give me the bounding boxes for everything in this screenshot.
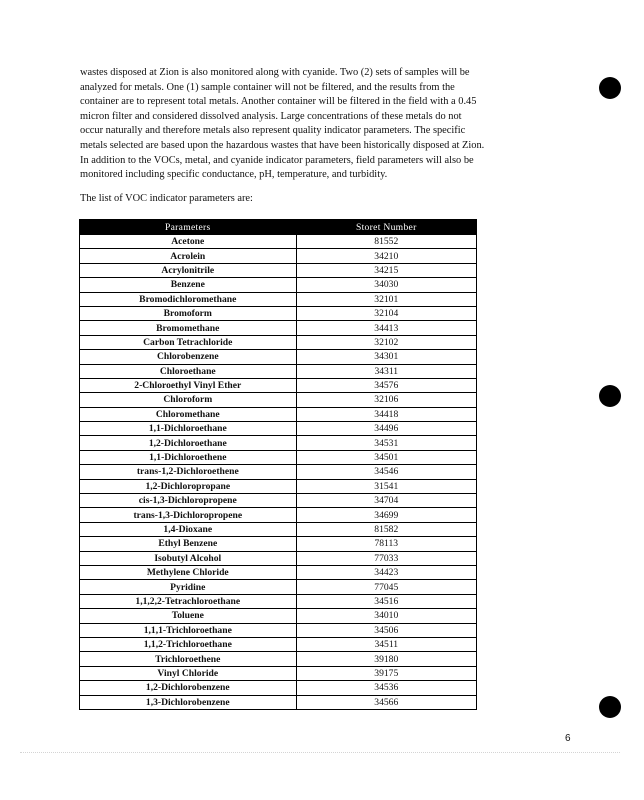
- storet-number-cell: 77045: [296, 580, 476, 594]
- storet-number-cell: 81552: [296, 235, 476, 249]
- table-row: [80, 565, 477, 579]
- parameter-cell: 1,3-Dichlorobenzene: [80, 695, 297, 709]
- binder-hole-icon: [599, 385, 621, 407]
- storet-number-cell: 34546: [296, 465, 476, 479]
- page-number: 6: [565, 733, 571, 744]
- parameter-cell: Chloroform: [80, 393, 297, 407]
- table-row: [80, 235, 477, 249]
- table-intro: The list of VOC indicator parameters are:: [80, 193, 253, 204]
- parameter-cell: trans-1,2-Dichloroethene: [80, 465, 297, 479]
- paragraph-line: In addition to the VOCs, metal, and cyanide indicator parameters, field parameters will also be: [80, 154, 474, 166]
- table-row: [80, 551, 477, 565]
- paragraph-line: analyzed for metals. One (1) sample container will not be filtered, and the results from the: [80, 81, 455, 93]
- table-row: [80, 522, 477, 536]
- storet-number-cell: 32106: [296, 393, 476, 407]
- storet-number-cell: 34215: [296, 263, 476, 277]
- table-row: [80, 479, 477, 493]
- parameter-cell: 1,1-Dichloroethene: [80, 450, 297, 464]
- storet-number-cell: 34501: [296, 450, 476, 464]
- table-row: [80, 537, 477, 551]
- table-row: [80, 450, 477, 464]
- storet-number-cell: 32102: [296, 335, 476, 349]
- paragraph-line: occur naturally and therefore metals also represent quality indicator parameters. The specific: [80, 125, 466, 137]
- table-row: [80, 695, 477, 709]
- table-row: [80, 350, 477, 364]
- scan-artifact-line: [20, 752, 620, 763]
- parameter-cell: Vinyl Chloride: [80, 666, 297, 680]
- table-header-row: [80, 220, 477, 235]
- table-row: [80, 278, 477, 292]
- storet-number-cell: 34301: [296, 350, 476, 364]
- storet-number-cell: 34311: [296, 364, 476, 378]
- parameter-cell: 1,1-Dichloroethane: [80, 422, 297, 436]
- paragraph-line: monitored including specific conductance, pH, temperature, and turbidity.: [80, 169, 388, 181]
- parameter-cell: Bromomethane: [80, 321, 297, 335]
- table-row: [80, 335, 477, 349]
- table-row: [80, 609, 477, 623]
- table-row: [80, 422, 477, 436]
- parameter-cell: 1,2-Dichlorobenzene: [80, 681, 297, 695]
- storet-number-cell: 34566: [296, 695, 476, 709]
- parameter-cell: Toluene: [80, 609, 297, 623]
- storet-number-cell: 39175: [296, 666, 476, 680]
- storet-number-cell: 81582: [296, 522, 476, 536]
- table-row: [80, 249, 477, 263]
- table-row: [80, 508, 477, 522]
- parameter-cell: 1,4-Dioxane: [80, 522, 297, 536]
- paragraph-line: micron filter and considered dissolved analysis. Large concentrations of these metals do not: [80, 110, 462, 122]
- parameter-cell: 1,1,2-Trichloroethane: [80, 637, 297, 651]
- storet-number-cell: 34413: [296, 321, 476, 335]
- storet-number-cell: 32101: [296, 292, 476, 306]
- header-parameters: Parameters: [80, 220, 297, 235]
- storet-number-cell: 34210: [296, 249, 476, 263]
- parameter-cell: Trichloroethene: [80, 652, 297, 666]
- parameter-cell: cis-1,3-Dichloropropene: [80, 494, 297, 508]
- table-row: [80, 378, 477, 392]
- parameter-cell: Isobutyl Alcohol: [80, 551, 297, 565]
- storet-number-cell: 39180: [296, 652, 476, 666]
- table-row: [80, 364, 477, 378]
- header-storet-number: Storet Number: [296, 220, 476, 235]
- storet-number-cell: 34423: [296, 565, 476, 579]
- parameter-cell: Benzene: [80, 278, 297, 292]
- parameter-cell: 1,2-Dichloropropane: [80, 479, 297, 493]
- storet-number-cell: 34704: [296, 494, 476, 508]
- storet-number-cell: 34531: [296, 436, 476, 450]
- voc-parameters-table: [79, 219, 477, 710]
- storet-number-cell: 34010: [296, 609, 476, 623]
- storet-number-cell: 32104: [296, 306, 476, 320]
- table-row: [80, 666, 477, 680]
- body-paragraph: [80, 66, 580, 183]
- storet-number-cell: 34516: [296, 594, 476, 608]
- parameter-cell: Ethyl Benzene: [80, 537, 297, 551]
- parameter-cell: Bromoform: [80, 306, 297, 320]
- table-row: [80, 681, 477, 695]
- table-row: [80, 436, 477, 450]
- binder-hole-icon: [599, 77, 621, 99]
- table-row: [80, 306, 477, 320]
- table-row: [80, 637, 477, 651]
- storet-number-cell: 34576: [296, 378, 476, 392]
- paragraph-line: container are to represent total metals. Another container will be filtered in the field with a 0.45: [80, 96, 477, 108]
- parameter-cell: Pyridine: [80, 580, 297, 594]
- table-body: [80, 235, 477, 710]
- parameter-cell: 1,1,2,2-Tetrachloroethane: [80, 594, 297, 608]
- parameter-cell: 2-Chloroethyl Vinyl Ether: [80, 378, 297, 392]
- parameter-cell: Acrylonitrile: [80, 263, 297, 277]
- parameter-cell: Carbon Tetrachloride: [80, 335, 297, 349]
- parameter-cell: Chloroethane: [80, 364, 297, 378]
- paragraph-line: metals selected are based upon the hazardous wastes that have been historically disposed at Zion.: [80, 139, 485, 151]
- storet-number-cell: 34418: [296, 407, 476, 421]
- table-row: [80, 494, 477, 508]
- table-row: [80, 407, 477, 421]
- parameter-cell: Chloromethane: [80, 407, 297, 421]
- table-row: [80, 321, 477, 335]
- parameter-cell: Chlorobenzene: [80, 350, 297, 364]
- parameter-cell: Acetone: [80, 235, 297, 249]
- table-row: [80, 580, 477, 594]
- paragraph-line: wastes disposed at Zion is also monitored along with cyanide. Two (2) sets of samples will be: [80, 67, 470, 78]
- storet-number-cell: 34511: [296, 637, 476, 651]
- table-row: [80, 594, 477, 608]
- parameter-cell: Acrolein: [80, 249, 297, 263]
- table-row: [80, 393, 477, 407]
- storet-number-cell: 34030: [296, 278, 476, 292]
- parameter-cell: trans-1,3-Dichloropropene: [80, 508, 297, 522]
- parameter-cell: Methylene Chloride: [80, 565, 297, 579]
- parameter-cell: Bromodichloromethane: [80, 292, 297, 306]
- storet-number-cell: 34496: [296, 422, 476, 436]
- binder-hole-icon: [599, 696, 621, 718]
- storet-number-cell: 34536: [296, 681, 476, 695]
- storet-number-cell: 34506: [296, 623, 476, 637]
- table-row: [80, 465, 477, 479]
- table-row: [80, 292, 477, 306]
- table-row: [80, 652, 477, 666]
- parameter-cell: 1,2-Dichloroethane: [80, 436, 297, 450]
- storet-number-cell: 34699: [296, 508, 476, 522]
- storet-number-cell: 31541: [296, 479, 476, 493]
- parameter-cell: 1,1,1-Trichloroethane: [80, 623, 297, 637]
- storet-number-cell: 77033: [296, 551, 476, 565]
- table-row: [80, 623, 477, 637]
- table-row: [80, 263, 477, 277]
- storet-number-cell: 78113: [296, 537, 476, 551]
